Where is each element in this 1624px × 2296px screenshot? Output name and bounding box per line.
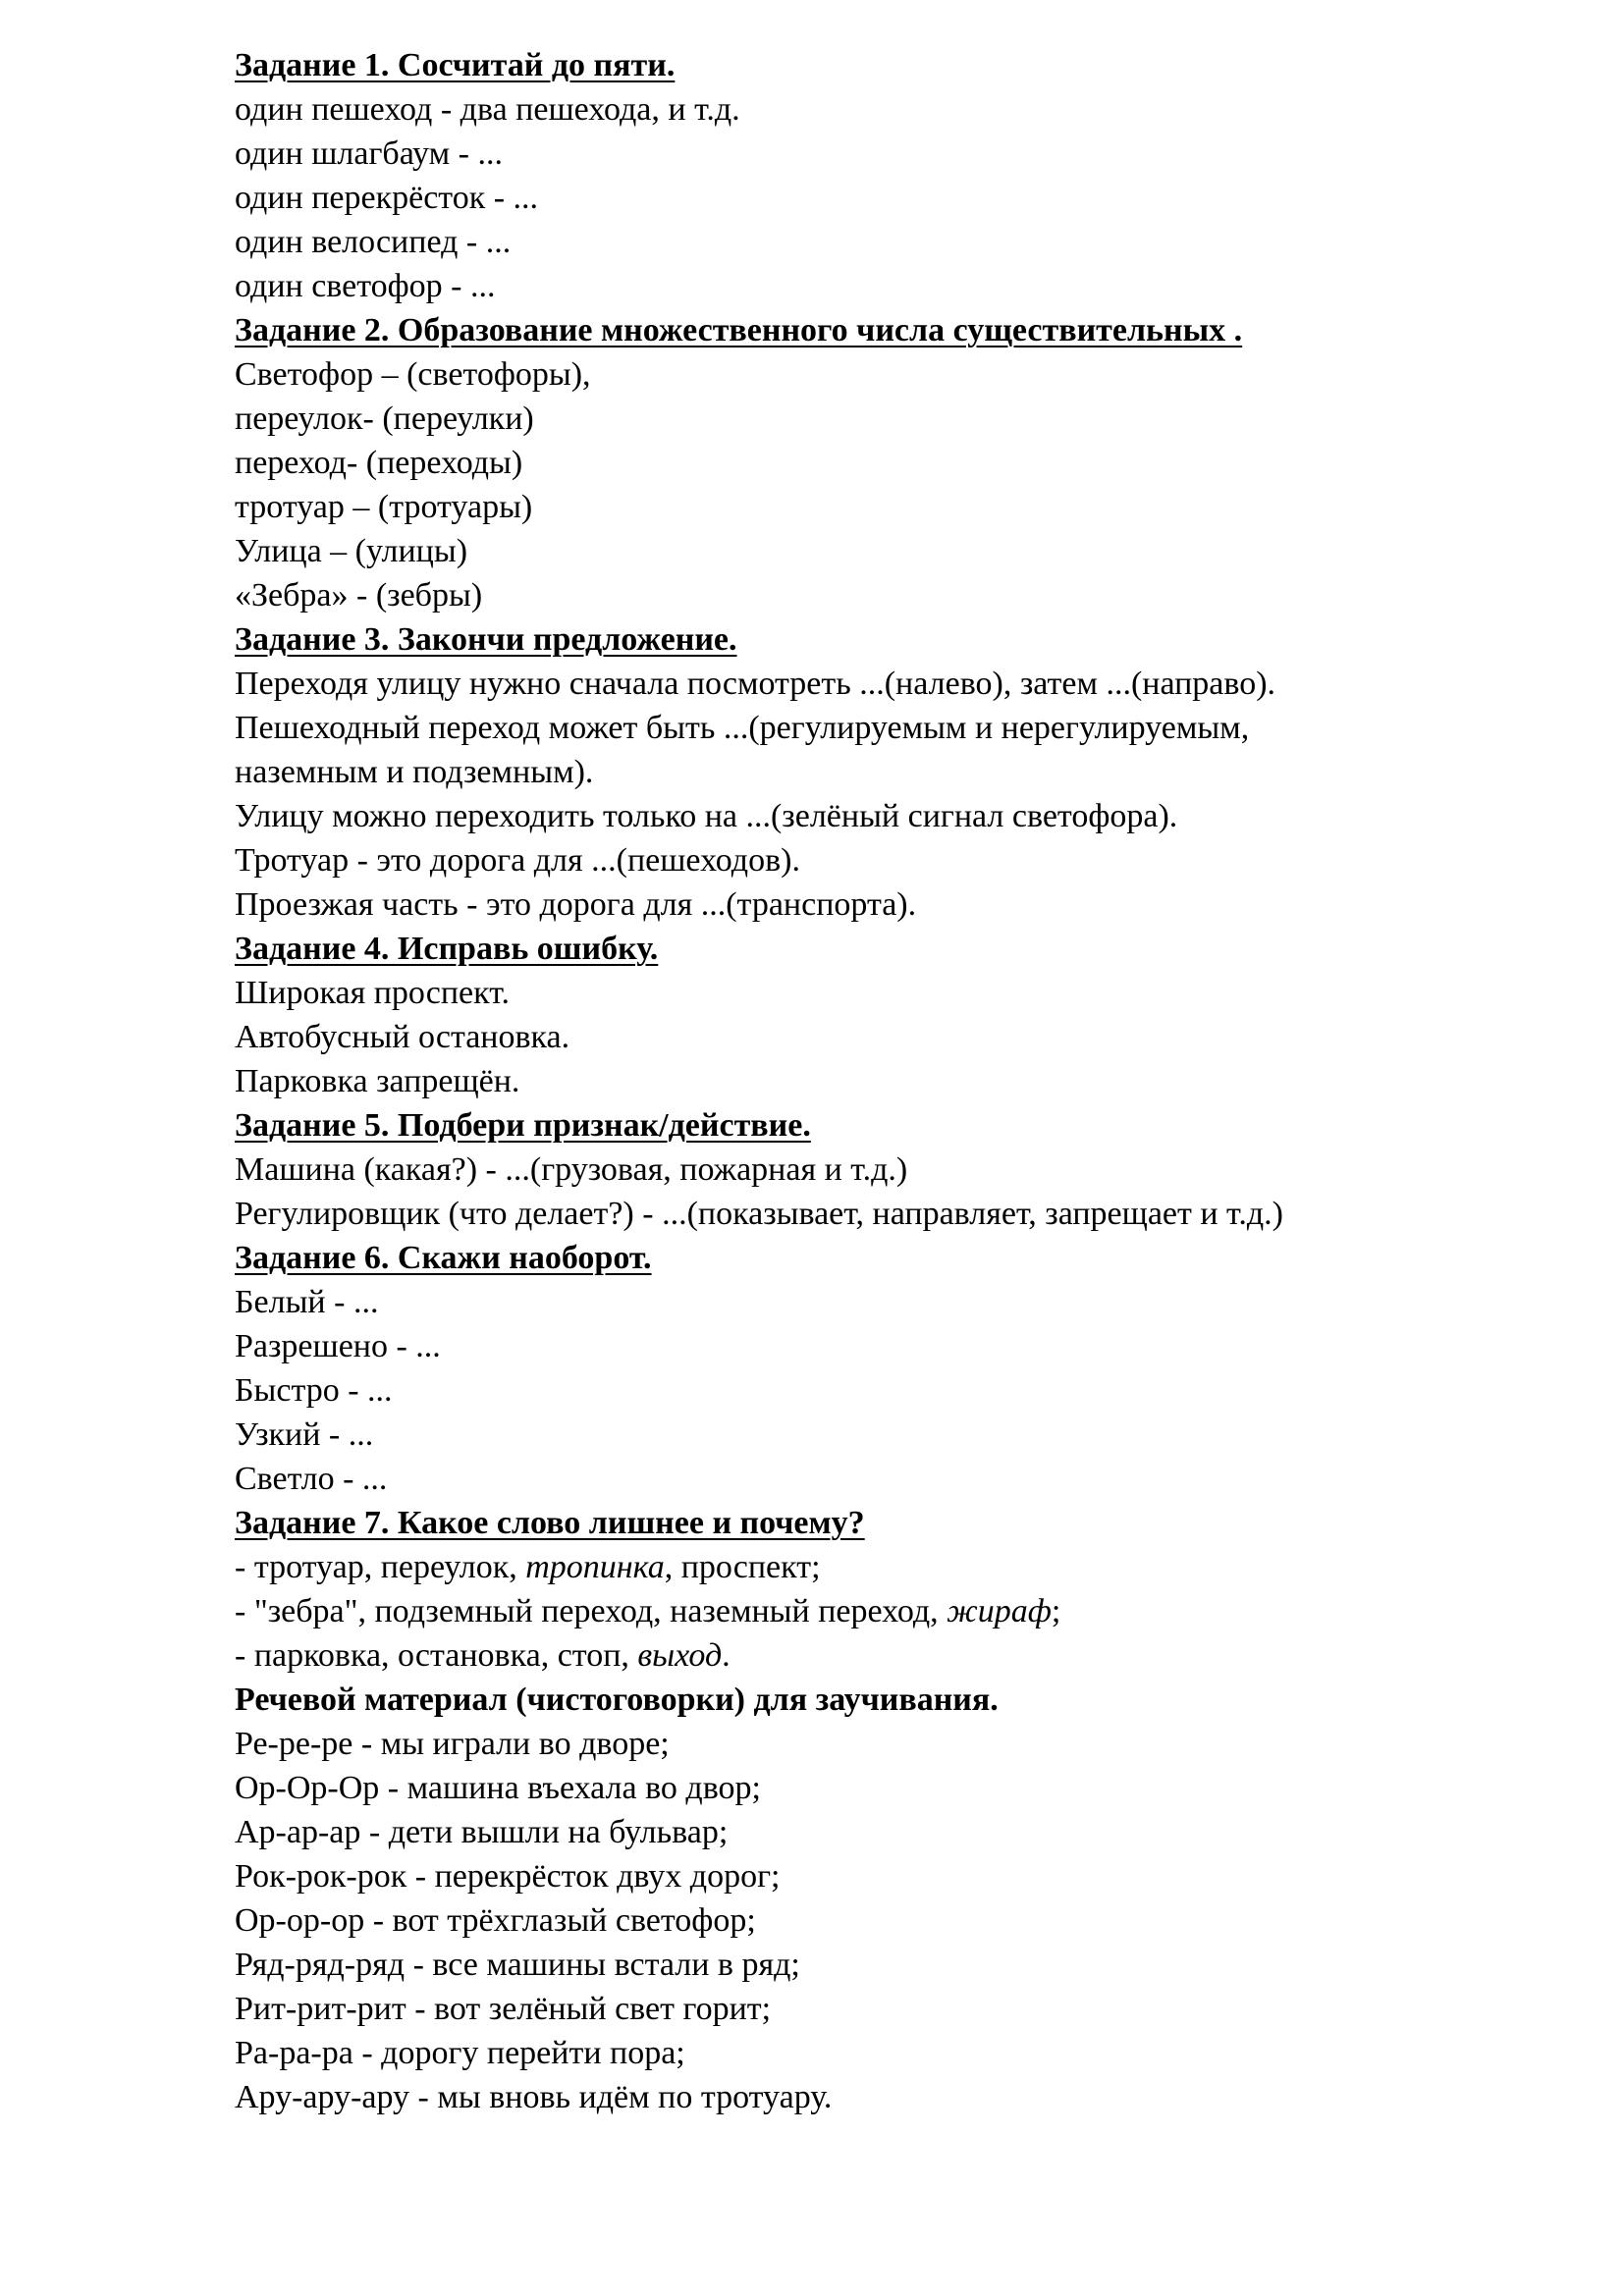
task-7-line-text: - парковка, остановка, стоп, <box>235 1637 638 1674</box>
task-1 <box>235 43 1511 308</box>
task-7-line-text: ; <box>1051 1593 1061 1629</box>
task-3-line: Тротуар - это дорога для ...(пешеходов). <box>235 842 800 879</box>
task-2-line: «Зебра» - (зебры) <box>235 577 483 614</box>
odd-word: выход <box>637 1637 723 1674</box>
task-1-line: один светофор - ... <box>235 268 496 304</box>
task-3-heading: Задание 3. Закончи предложение. <box>235 621 737 658</box>
task-6-line: Белый - ... <box>235 1284 379 1320</box>
tongue-twister-line: Ра-ра-ра - дорогу перейти пора; <box>235 2035 685 2071</box>
tongue-twister-line: Рок-рок-рок - перекрёсток двух дорог; <box>235 1858 781 1895</box>
task-6-line: Узкий - ... <box>235 1416 374 1453</box>
task-7-line <box>235 1633 1511 1678</box>
task-6 <box>235 1236 1511 1501</box>
task-7-line-text: - "зебра", подземный переход, наземный переход, <box>235 1593 947 1629</box>
task-2-line: переход- (переходы) <box>235 445 523 481</box>
document-page <box>235 43 1511 2119</box>
speech-material <box>235 1678 1511 2119</box>
task-7 <box>235 1501 1511 1678</box>
task-3-line: Проезжая часть - это дорога для ...(транспорта). <box>235 886 917 923</box>
task-7-heading: Задание 7. Какое слово лишнее и почему? <box>235 1505 865 1541</box>
task-1-heading: Задание 1. Сосчитай до пяти. <box>235 47 676 83</box>
task-7-line-text: , проспект; <box>664 1549 821 1585</box>
task-5-heading: Задание 5. Подбери признак/действие. <box>235 1107 811 1144</box>
task-2-line: тротуар – (тротуары) <box>235 489 533 525</box>
task-1-line: один велосипед - ... <box>235 224 512 260</box>
tongue-twister-line: Ор-ор-ор - вот трёхглазый светофор; <box>235 1902 756 1939</box>
speech-material-heading: Речевой материал (чистоговорки) для заучивания. <box>235 1682 999 1718</box>
task-3-line: Пешеходный переход может быть ...(регулируемым и нерегулируемым, <box>235 710 1250 746</box>
task-5-line: Машина (какая?) - ...(грузовая, пожарная и т.д.) <box>235 1151 908 1188</box>
task-5-line: Регулировщик (что делает?) - ...(показывает, направляет, запрещает и т.д.) <box>235 1196 1283 1232</box>
task-4-line: Широкая проспект. <box>235 975 511 1011</box>
task-6-line: Разрешено - ... <box>235 1328 441 1364</box>
task-6-heading: Задание 6. Скажи наоборот. <box>235 1240 652 1276</box>
task-1-line: один перекрёсток - ... <box>235 180 539 216</box>
task-4 <box>235 927 1511 1103</box>
task-7-line-text: - тротуар, переулок, <box>235 1549 526 1585</box>
task-6-line: Быстро - ... <box>235 1372 393 1409</box>
task-7-line <box>235 1589 1511 1633</box>
tongue-twister-line: Ор-Ор-Ор - машина въехала во двор; <box>235 1770 761 1806</box>
task-3-line: наземным и подземным). <box>235 754 594 790</box>
tongue-twister-line: Ряд-ряд-ряд - все машины встали в ряд; <box>235 1947 800 1983</box>
tongue-twister-line: Ар-ар-ар - дети вышли на бульвар; <box>235 1814 729 1850</box>
task-2-line: переулок- (переулки) <box>235 400 534 437</box>
task-2-line: Светофор – (светофоры), <box>235 356 591 393</box>
task-4-line: Парковка запрещён. <box>235 1063 520 1099</box>
tongue-twister-line: Ре-ре-ре - мы играли во дворе; <box>235 1726 670 1762</box>
task-3 <box>235 617 1511 927</box>
task-2-heading: Задание 2. Образование множественного числа существительных . <box>235 312 1243 348</box>
task-2 <box>235 308 1511 617</box>
odd-word: тропинка <box>525 1549 665 1585</box>
task-3-line: Улицу можно переходить только на ...(зелёный сигнал светофора). <box>235 798 1178 834</box>
task-4-line: Автобусный остановка. <box>235 1019 570 1055</box>
task-5 <box>235 1103 1511 1236</box>
odd-word: жираф <box>947 1593 1052 1629</box>
task-1-line: один пешеход - два пешехода, и т.д. <box>235 91 740 128</box>
task-2-line: Улица – (улицы) <box>235 533 468 569</box>
task-6-line: Светло - ... <box>235 1461 388 1497</box>
task-3-line: Переходя улицу нужно сначала посмотреть ...(налево), затем ...(направо). <box>235 666 1276 702</box>
task-7-line-text: . <box>722 1637 731 1674</box>
task-7-line <box>235 1545 1511 1589</box>
tongue-twister-line: Рит-рит-рит - вот зелёный свет горит; <box>235 1991 772 2027</box>
tongue-twister-line: Ару-ару-ару - мы вновь идём по тротуару. <box>235 2079 833 2115</box>
task-4-heading: Задание 4. Исправь ошибку. <box>235 931 659 967</box>
task-1-line: один шлагбаум - ... <box>235 135 503 172</box>
